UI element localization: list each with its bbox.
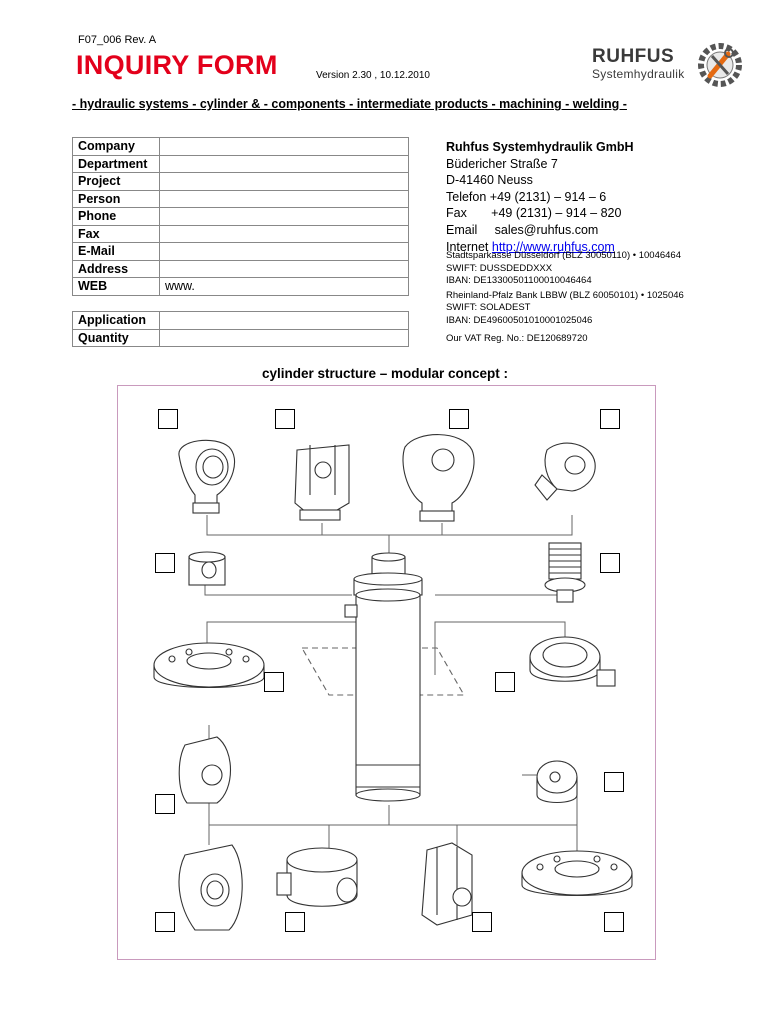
rear-flange <box>522 851 632 896</box>
form-label: Department <box>73 155 160 173</box>
gear-icon <box>696 42 744 88</box>
rear-eye-spherical <box>179 845 242 930</box>
checkbox-rear-cylinder-trunnion[interactable] <box>285 912 305 932</box>
company-address <box>446 139 634 255</box>
rod-eye-spherical <box>179 440 235 513</box>
form-label: WEB <box>73 278 160 296</box>
form-label: Fax <box>73 225 160 243</box>
website-link[interactable]: http://www.ruhfus.com <box>491 239 615 254</box>
contact-company: Ruhfus Systemhydraulik GmbH <box>446 140 634 154</box>
bank-line: Rheinland-Pfalz Bank LBBW (BLZ 60050101) • 1025046 <box>446 289 684 301</box>
cylinder-body <box>345 553 422 801</box>
checkbox-rear-eye-spherical[interactable] <box>155 912 175 932</box>
rear-clevis <box>422 843 472 925</box>
form-label: Company <box>73 138 160 156</box>
form-label: Project <box>73 173 160 191</box>
contact-city: D-41460 Neuss <box>446 173 533 188</box>
form-label: Quantity <box>73 329 160 347</box>
threaded-stud <box>545 543 585 602</box>
contact-street: Büdericher Straße 7 <box>446 156 558 171</box>
form-label: Person <box>73 190 160 208</box>
rear-cylinder-trunnion <box>277 848 357 906</box>
rod-eye-top <box>403 435 474 521</box>
front-flange <box>154 643 264 688</box>
clevis-fork-top <box>295 445 349 520</box>
form-input-field[interactable] <box>160 155 409 173</box>
form-input-field[interactable] <box>160 138 409 156</box>
rear-eye <box>179 737 230 803</box>
form-label: E-Mail <box>73 243 160 261</box>
form-label: Address <box>73 260 160 278</box>
checkbox-rear-clevis[interactable] <box>472 912 492 932</box>
form-row <box>73 243 409 261</box>
form-input-field[interactable] <box>160 243 409 261</box>
form-row <box>73 312 409 330</box>
checkbox-threaded-stud[interactable] <box>600 553 620 573</box>
form-row <box>73 329 409 347</box>
form-row <box>73 190 409 208</box>
inquiry-form-table <box>72 137 409 296</box>
contact-fax: Fax +49 (2131) – 914 – 820 <box>446 206 622 221</box>
version-info: Version 2.30 , 10.12.2010 <box>316 70 430 81</box>
checkbox-clevis-fork[interactable] <box>275 409 295 429</box>
checkbox-rear-flange[interactable] <box>604 912 624 932</box>
contact-email: Email sales@ruhfus.com <box>446 222 599 237</box>
bank-line: SWIFT: DUSSDEDDXXX <box>446 262 553 274</box>
form-row <box>73 155 409 173</box>
checkbox-threaded-nut[interactable] <box>155 553 175 573</box>
internet-label: Internet <box>446 239 492 254</box>
form-input-field[interactable] <box>160 312 409 330</box>
threaded-nut <box>189 552 225 585</box>
bank-details <box>446 250 684 327</box>
logo-subtitle: Systemhydraulik <box>592 67 685 81</box>
form-input-field[interactable] <box>160 208 409 226</box>
bank-line: IBAN: DE49600501010001025046 <box>446 314 593 326</box>
bank-line: IBAN: DE13300501100010046464 <box>446 275 592 286</box>
rear-trunnion-block <box>537 761 577 803</box>
trunnion-ring <box>530 637 615 686</box>
checkbox-front-flange[interactable] <box>264 672 284 692</box>
document-reference: F07_006 Rev. A <box>78 34 157 46</box>
section-title: cylinder structure – modular concept : <box>261 366 509 381</box>
bank-line: Stadtsparkasse Düsseldorf (BLZ 30050110) • 10046464 <box>446 250 681 261</box>
form-input-field[interactable] <box>160 329 409 347</box>
form-label: Phone <box>73 208 160 226</box>
form-row <box>73 208 409 226</box>
form-input-field[interactable] <box>160 225 409 243</box>
checkbox-rear-eye[interactable] <box>155 794 175 814</box>
form-row <box>73 173 409 191</box>
application-form-table <box>72 311 409 347</box>
form-row <box>73 138 409 156</box>
checkbox-rod-eye[interactable] <box>449 409 469 429</box>
page-title: INQUIRY FORM <box>76 50 278 80</box>
logo-name: RUHFUS <box>592 46 675 67</box>
form-row <box>73 278 409 296</box>
checkbox-rear-trunnion-block[interactable] <box>604 772 624 792</box>
rod-eye-angled <box>535 443 595 500</box>
form-row <box>73 260 409 278</box>
form-input-field[interactable] <box>160 173 409 191</box>
form-input-field[interactable]: www. <box>160 278 409 296</box>
form-label: Application <box>73 312 160 330</box>
form-input-field[interactable] <box>160 260 409 278</box>
cylinder-modular-diagram <box>117 385 656 960</box>
vat-number: Our VAT Reg. No.: DE120689720 <box>446 333 588 344</box>
form-input-field[interactable] <box>160 190 409 208</box>
checkbox-rod-eye-angled[interactable] <box>600 409 620 429</box>
contact-phone: Telefon +49 (2131) – 914 – 6 <box>446 189 607 204</box>
product-tagline: - hydraulic systems - cylinder & - components - intermediate products - machining - welding - <box>72 97 627 111</box>
company-logo <box>592 42 742 90</box>
checkbox-rod-eye-spherical[interactable] <box>158 409 178 429</box>
form-row <box>73 225 409 243</box>
checkbox-trunnion-ring[interactable] <box>495 672 515 692</box>
bank-line: SWIFT: SOLADEST <box>446 302 531 313</box>
